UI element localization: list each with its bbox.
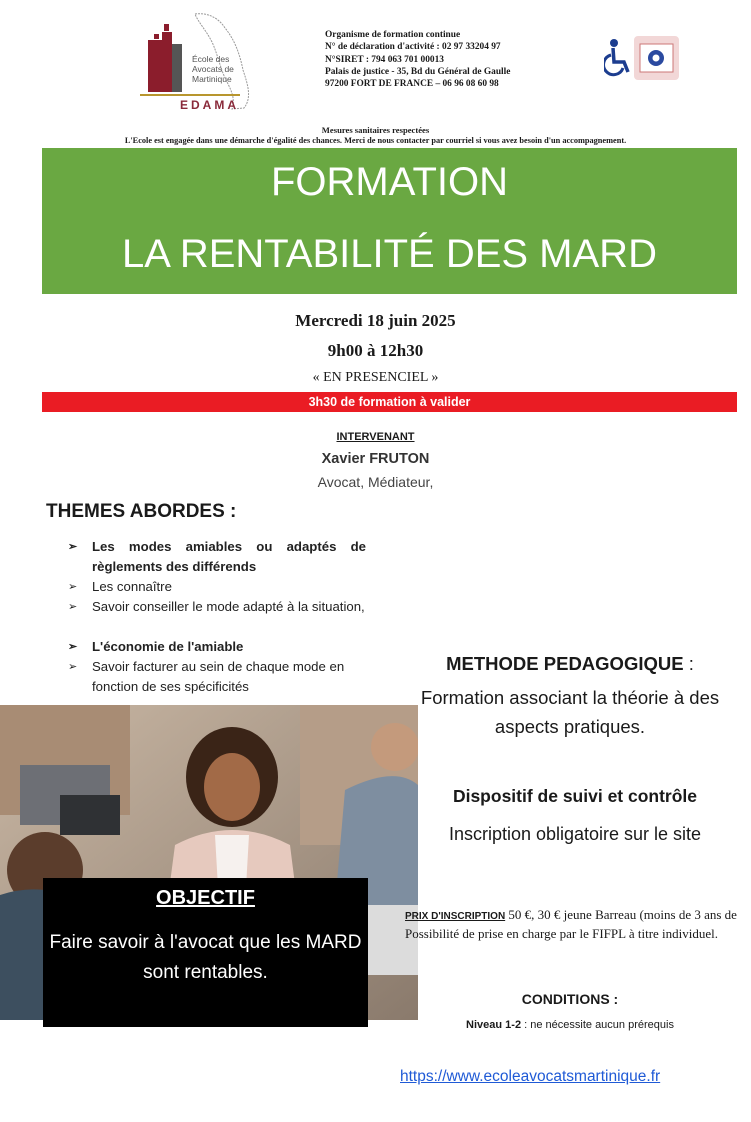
list-item: ➢ Savoir facturer au sein de chaque mode en fonction de ses spécificités [68,659,345,694]
arrow-bullet-icon: ➢ [68,601,78,613]
session-mode: « EN PRESENCIEL » [312,370,439,385]
conditions-text: Niveau 1-2 : ne nécessite aucun prérequis [466,1019,674,1031]
objective-box [43,878,368,1027]
list-item: ➢ Les modes amiables ou adaptés de règlements des différends [68,539,366,574]
edama-logo [140,10,260,115]
arrow-bullet-icon: ➢ [68,661,78,673]
website-link[interactable]: https://www.ecoleavocatsmartinique.fr [400,1068,661,1085]
session-date: Mercredi 18 juin 2025 [295,311,456,330]
conditions-title: CONDITIONS : [521,991,619,1007]
method-description: Formation associant la théorie à des aspects pratiques. [420,687,720,737]
themes-title: THEMES ABORDES : [46,501,237,522]
title-banner [42,148,737,294]
arrow-bullet-icon: ➢ [68,581,78,593]
list-item: ➢ Les connaître [68,577,366,597]
wheelchair-icon [604,38,632,78]
speaker-heading: INTERVENANT [336,431,415,443]
speaker-name: Xavier FRUTON [321,451,430,467]
org-line: N°SIRET : 794 063 701 00013 [325,54,444,65]
arrow-bullet-icon: ➢ [68,541,78,553]
themes-list [68,537,366,697]
list-item: ➢ L'économie de l'amiable [68,637,366,657]
objective-text: Faire savoir à l'avocat que les MARD sont rentables. [49,932,362,983]
follow-up-title: Dispositif de suivi et contrôle [452,786,698,806]
price-label: PRIX D'INSCRIPTION [405,911,506,922]
session-time: 9h00 à 12h30 [327,341,424,360]
org-line: Organisme de formation continue [325,30,461,40]
price-text: 50 €, 30 € jeune Barreau (moins de 3 ans de Possibilité de prise en charge par le FIFPL à titre individuel. [405,907,737,941]
method-title: METHODE PEDAGOGIQUE : [446,653,694,674]
sanitary-measures: Mesures sanitaires respectées [321,125,430,135]
follow-up-description: Inscription obligatoire sur le site [448,824,702,844]
hours-banner: 3h30 de formation à valider [42,392,737,412]
org-line: N° de déclaration d'activité : 02 97 33204 97 [325,42,501,53]
speaker-role: Avocat, Médiateur, [317,474,434,490]
objective-title: OBJECTIF [156,887,255,909]
deaf-accessibility-icon [634,36,679,80]
price-info [405,906,745,942]
org-line: Palais de justice - 35, Bd du Général de Gaulle [325,66,511,77]
engagement-notice: L'Ecole est engagée dans une démarche d'égalité des chances. Merci de nous contacter par courriel si vous avez besoin d'un accompagnement. [124,136,627,145]
list-item: ➢ Savoir conseiller le mode adapté à la situation, [68,597,366,637]
logo-acronym: EDAMA [180,98,239,112]
logo-school-name: École des Avocats de Martinique [192,54,234,84]
arrow-bullet-icon: ➢ [68,641,78,653]
organization-info [325,29,595,90]
org-line: 97200 FORT DE FRANCE – 06 96 08 60 98 [325,79,499,90]
banner-line-title: LA RENTABILITÉ DES MARD [122,232,657,276]
banner-line-formation: FORMATION [270,160,508,204]
